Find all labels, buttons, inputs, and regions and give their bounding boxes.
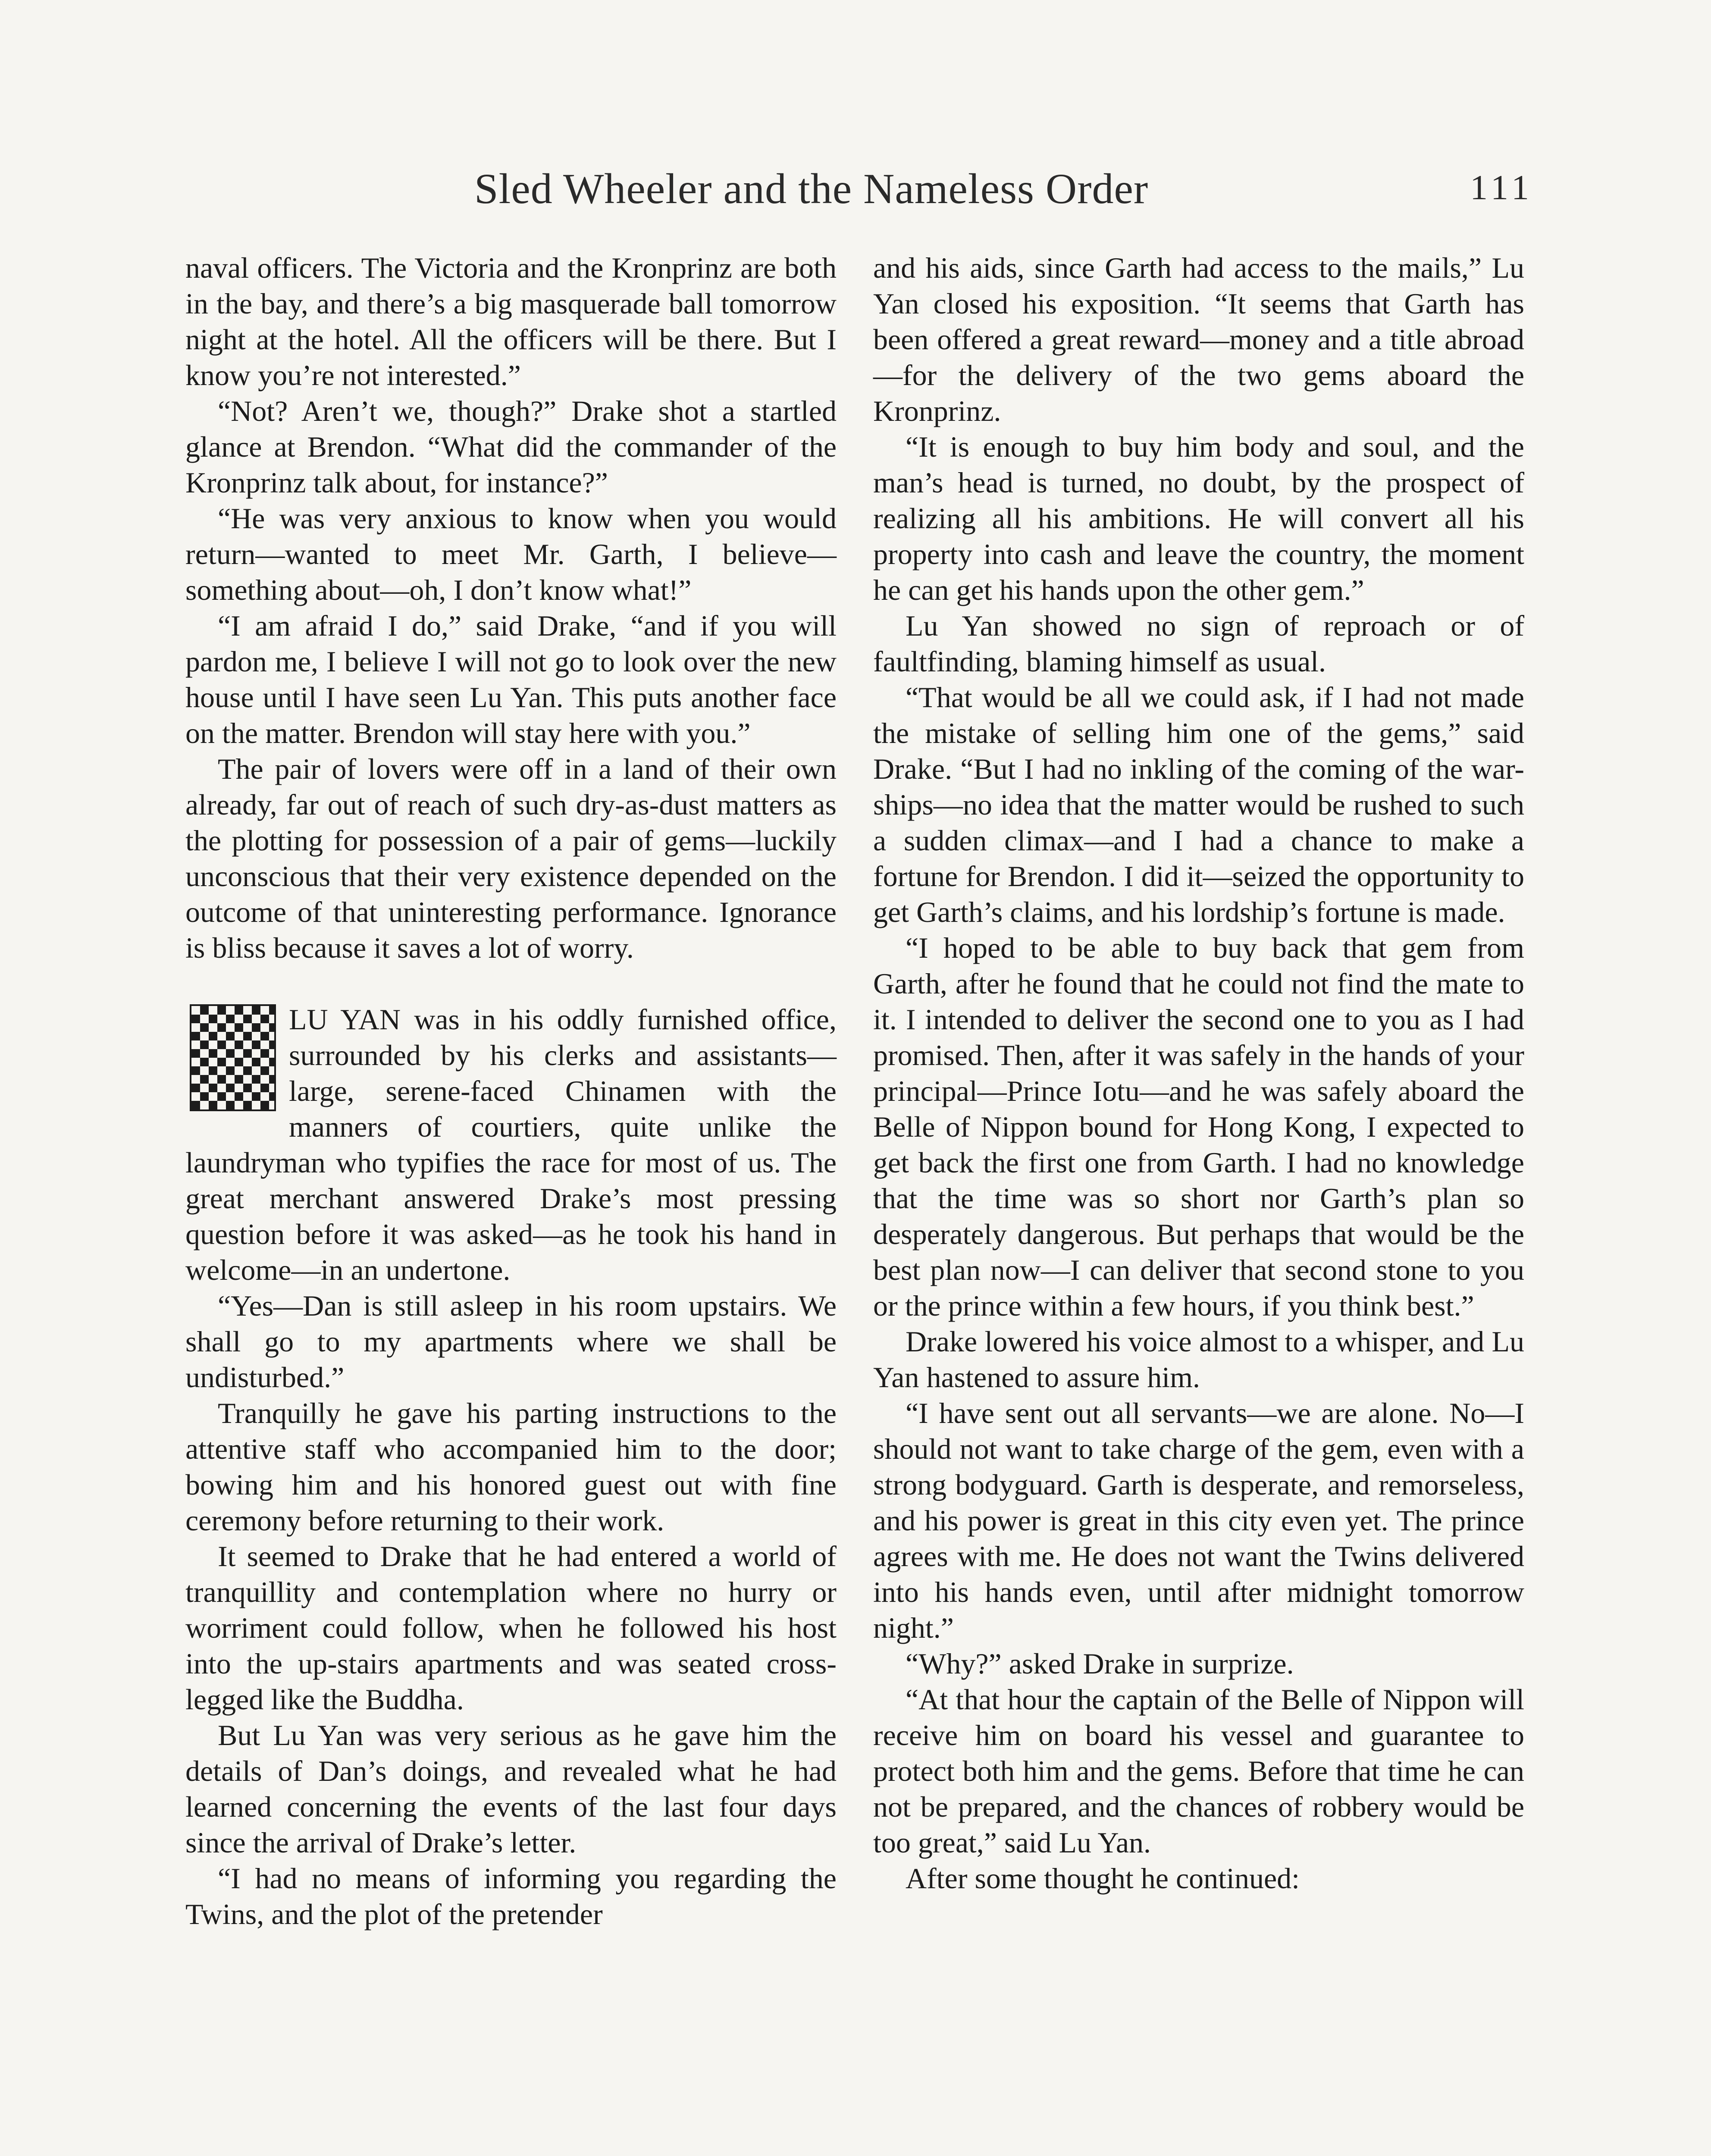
paragraph: “He was very anxious to know when you would return—wanted to meet Mr. Garth, I believe—something about—oh, I don’t know what!”: [185, 502, 837, 606]
paragraph: Drake lowered his voice almost to a whisper, and Lu Yan hastened to assure him.: [873, 1325, 1524, 1394]
paragraph: After some thought he continued:: [906, 1862, 1300, 1895]
left-column: [185, 250, 837, 1932]
paragraph: Lu Yan showed no sign of reproach or of faultfinding, blaming himself as usual.: [873, 609, 1524, 678]
paragraph: “That would be all we could ask, if I had not made the mistake of selling him one of the gems,” said Drake. “But I had no inkling of the coming of the war-ships—no idea that the matter would be rushed to such a sudden climax—and I had a chance to make a fortune for Brendon. I did it—seized the opportunity to get Garth’s claims, and his lordship’s fortune is made.: [873, 681, 1524, 928]
paragraph: “It is enough to buy him body and soul, and the man’s head is turned, no doubt, by the prospect of realizing all his ambitions. He will convert all his property into cash and leave the country, the moment he can get his hands upon the other gem.”: [873, 430, 1524, 606]
paragraph: “Not? Aren’t we, though?” Drake shot a startled glance at Brendon. “What did the commander of the Kronprinz talk about, for instance?”: [185, 395, 837, 499]
paragraph: “I hoped to be able to buy back that gem from Garth, after he found that he could not find the mate to it. I intended to deliver the second one to you as I had promised. Then, after it was safely in the hands of your principal—Prince Iotu—and he was safely aboard the Belle of Nippon bound for Hong Kong, I expected to get back the first one from Garth. I had no knowledge that the time was so short nor Garth’s plan so desperately dangerous. But perhaps that would be the best plan now—I can deliver that second stone to you or the prince within a few hours, if you think best.”: [873, 931, 1524, 1322]
paragraph: The pair of lovers were off in a land of their own already, far out of reach of such dry-as-dust matters as the plotting for possession of a pair of gems—luckily unconscious that their very existence depended on the outcome of that uninteresting performance. Ignorance is bliss because it saves a lot of worry.: [185, 752, 837, 964]
running-title: Sled Wheeler and the Nameless Order: [474, 165, 1149, 213]
paragraph: Tranquilly he gave his parting instructions to the attentive staff who accompanied him to the door; bowing him and his honored guest out with fine ceremony before returning to their work.: [185, 1397, 837, 1537]
paragraph: “At that hour the captain of the Belle of Nippon will receive him on board his vessel and guarantee to protect both him and the gems. Before that time he can not be prepared, and the chances of robbery would be too great,” said Lu Yan.: [873, 1683, 1524, 1859]
section-opening-paragraph: [185, 1002, 837, 1288]
paragraph: naval officers. The Victoria and the Kronprinz are both in the bay, and there’s a big masquerade ball tomorrow night at the hotel. All the officers will be there. But I know you’re not interested.”: [185, 251, 837, 392]
paragraph: “I have sent out all servants—we are alone. No—I should not want to take charge of the gem, even with a strong bodyguard. Garth is desperate, and remorseless, and his power is great in this city even yet. The prince agrees with me. He does not want the Twins delivered into his hands even, until after midnight tomorrow night.”: [873, 1397, 1524, 1644]
paragraph: and his aids, since Garth had access to the mails,” Lu Yan closed his exposition. “It seems that Garth has been offered a great reward—money and a title abroad—for the delivery of the two gems aboard the Kronprinz.: [873, 251, 1524, 427]
paragraph: It seemed to Drake that he had entered a world of tranquillity and contemplation where no hurry or worriment could follow, when he followed his host into the up-stairs apartments and was seated cross-legged like the Buddha.: [185, 1540, 837, 1716]
page-number: 111: [1470, 168, 1533, 207]
section-ornament-icon: [190, 1004, 276, 1111]
paragraph: “I had no means of informing you regarding the Twins, and the plot of the pretender: [185, 1862, 837, 1930]
paragraph: “Why?” asked Drake in surprize.: [906, 1647, 1294, 1680]
paragraph: “I am afraid I do,” said Drake, “and if you will pardon me, I believe I will not go to look over the new house until I have seen Lu Yan. This puts another face on the matter. Brendon will stay here with you.”: [185, 609, 837, 749]
right-column: [873, 250, 1524, 1896]
section-text: LU YAN was in his oddly furnished office, surrounded by his clerks and assistants—large, serene-faced Chinamen with the manners of courtiers, quite unlike the laundryman who typifies the race for most of us. The great merchant answered Drake’s most pressing question before it was asked—as he took his hand in welcome—in an undertone.: [185, 1003, 837, 1286]
running-header: [0, 164, 1711, 220]
paragraph: But Lu Yan was very serious as he gave him the details of Dan’s doings, and revealed what he had learned concerning the events of the last four days since the arrival of Drake’s letter.: [185, 1719, 837, 1859]
paragraph: “Yes—Dan is still asleep in his room upstairs. We shall go to my apartments where we shall be undisturbed.”: [185, 1289, 837, 1394]
